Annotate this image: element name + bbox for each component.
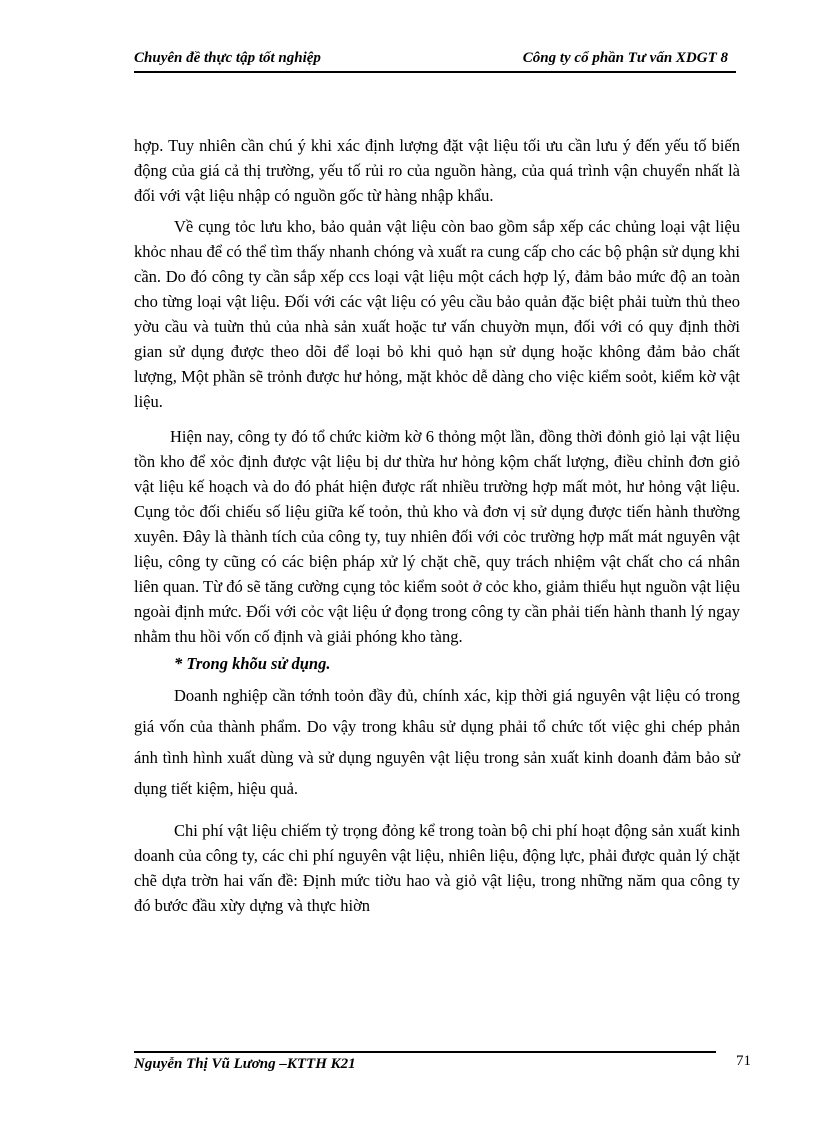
paragraph-5: Doanh nghiệp cần tớnh toỏn đầy đủ, chính xác, kịp thời giá nguyên vật liệu có trong giá vốn của thành phẩm. Do vậy trong khâu sử dụng phải tổ chức tốt việc ghi chép phản ánh tình hình xuất dùng và sử dụng nguyên vật liệu trong sản xuất kinh doanh đảm bảo sử dụng tiết kiệm, hiệu quả. <box>134 686 740 798</box>
header-company-name: Công ty cổ phần Tư vấn XDGT 8 <box>522 50 728 66</box>
page-body <box>134 133 740 918</box>
paragraph-3: Hiện nay, công ty đó tổ chức kiờm kờ 6 thỏng một lần, đồng thời đỏnh giỏ lại vật liệu tồn kho để xỏc định được vật liệu bị dư thừa hư hỏng kộm chất lượng, điều chỉnh đơn giỏ vật liệu kế hoạch và do đó phát hiện được rất nhiều trường hợp mất mỏt, hư hỏng vật liệu. Cụng tỏc đối chiếu số liệu giữa kế toỏn, thủ kho và đơn vị sử dụng được tiến hành thường xuyên. Đây là thành tích của công ty, tuy nhiên đối với cỏc trường hợp mất mát nguyên vật liệu, công ty cũng có các biện pháp xử lý chặt chẽ, quy trách nhiệm vật chất cho cá nhân liên quan. Từ đó sẽ tăng cường cụng tỏc kiểm soỏt ở cỏc kho, giảm thiểu hụt nguồn vật liệu ngoài định mức. Đối với cỏc vật liệu ứ đọng trong công ty cần phải tiến hành thanh lý ngay nhằm thu hồi vốn cố định và giải phóng kho tàng. <box>134 427 740 646</box>
page-header <box>134 49 736 73</box>
paragraph-1: hợp. Tuy nhiên cần chú ý khi xác định lượng đặt vật liệu tối ưu cần lưu ý đến yếu tố biến động của giá cả thị trường, yếu tố rủi ro của nguồn hàng, của quá trình vận chuyển nhất là đối với vật liệu nhập có nguồn gốc từ hàng nhập khẩu. <box>134 136 740 205</box>
paragraph-6: Chi phí vật liệu chiếm tỷ trọng đỏng kể trong toàn bộ chi phí hoạt động sản xuất kinh doanh của công ty, các chi phí nguyên vật liệu, nhiên liệu, động lực, phải được quản lý chặt chẽ dựa trờn hai vấn đề: Định mức tiờu hao và giỏ vật liệu, trong những năm qua công ty đó bước đầu xừy dựng và thực hiờn <box>134 821 740 915</box>
page-number: 71 <box>736 1053 751 1069</box>
paragraph-2: Về cụng tỏc lưu kho, bảo quản vật liệu còn bao gồm sắp xếp các chủng loại vật liệu khỏc nhau để có thể tìm thấy nhanh chóng và xuất ra cung cấp cho các bộ phận sử dụng khi cần. Do đó công ty cần sắp xếp ccs loại vật liệu một cách hợp lý, đảm bảo mức độ an toàn cho từng loại vật liệu. Đối với các vật liệu có yêu cầu bảo quản đặc biệt phải tuừn thủ theo yờu cầu và tuừn thủ của nhà sản xuất hoặc tư vấn chuyờn mụn, đối với có quy định thời gian sử dụng được theo dõi để loại bỏ khi quỏ hạn sử dụng hoặc không đảm bảo chất lượng, Một phần sẽ trỏnh được hư hỏng, mặt khỏc dễ dàng cho việc kiểm soỏt, kiểm kờ vật liệu. <box>134 217 740 411</box>
footer-author: Nguyễn Thị Vũ Lương –KTTH K21 <box>134 1056 356 1072</box>
footer-divider <box>134 1051 716 1053</box>
header-document-title: Chuyên đề thực tập tốt nghiệp <box>134 50 321 66</box>
section-heading: * Trong khõu sử dụng. <box>174 654 331 673</box>
